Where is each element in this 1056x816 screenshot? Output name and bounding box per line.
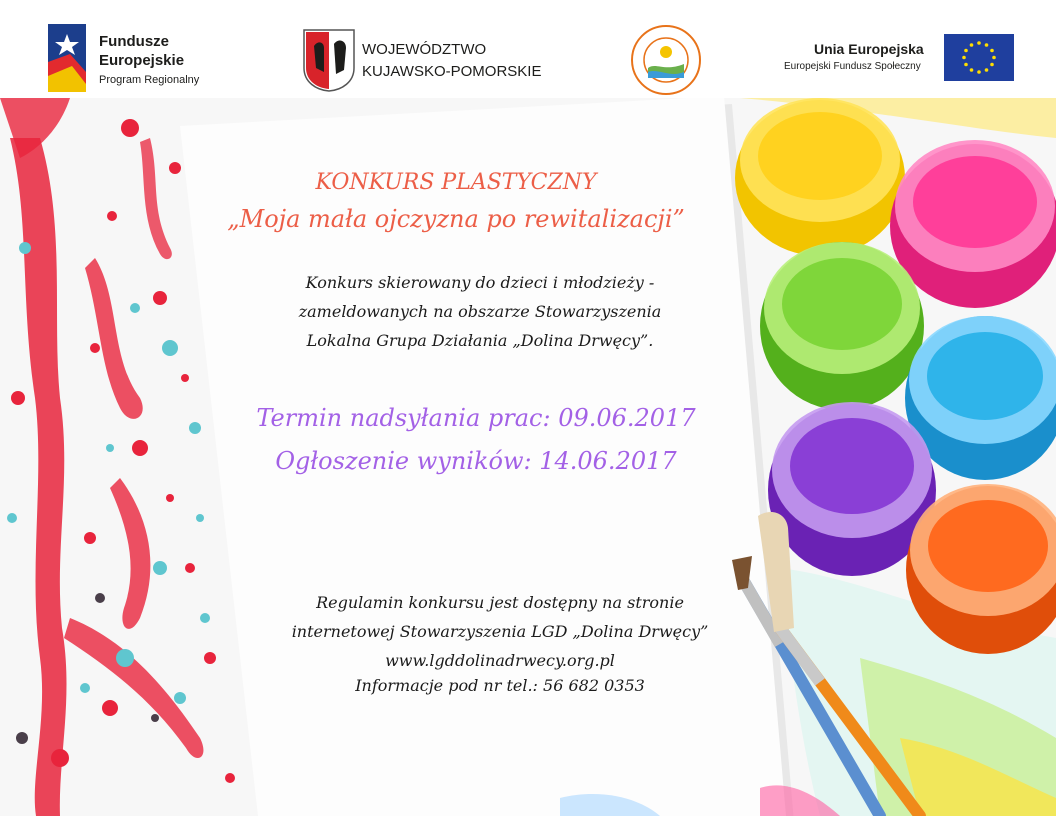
coat-of-arms-icon bbox=[302, 28, 356, 92]
results-announcement-date: Ogłoszenie wyników: 14.06.2017 bbox=[275, 447, 677, 475]
pink-paint-jar bbox=[890, 140, 1056, 308]
description-line: zameldowanych na obszarze Stowarzyszenia bbox=[298, 302, 662, 321]
description-line: Konkurs skierowany do dzieci i młodzieży - bbox=[305, 273, 655, 292]
wojewodztwo-logo bbox=[302, 28, 562, 92]
info-line: Regulamin konkursu jest dostępny na stronie bbox=[316, 593, 684, 612]
contest-subtitle: „Moja mała ojczyzna po rewitalizacji” bbox=[227, 205, 685, 233]
fundusze-name-line2: Europejskie bbox=[99, 52, 185, 69]
ue-fund-name: Europejski Fundusz Społeczny bbox=[784, 61, 921, 72]
eu-flag-icon bbox=[944, 34, 1014, 81]
yellow-paint-jar bbox=[735, 98, 905, 256]
fundusze-name-line1: Fundusze bbox=[99, 33, 169, 50]
wojewodztwo-name-line2: KUJAWSKO-POMORSKIE bbox=[362, 63, 542, 80]
submission-deadline: Termin nadsyłania prac: 09.06.2017 bbox=[256, 404, 696, 432]
info-line: internetowej Stowarzyszenia LGD „Dolina Drwęcy” bbox=[291, 622, 709, 641]
fundusze-subtitle: Program Regionalny bbox=[99, 74, 200, 86]
fundusze-europejskie-logo bbox=[48, 24, 238, 94]
wojewodztwo-name-line1: WOJEWÓDZTWO bbox=[362, 41, 487, 58]
fundusze-europejskie-star-icon bbox=[48, 24, 86, 92]
ue-name: Unia Europejska bbox=[814, 41, 924, 57]
phone-info: Informacje pod nr tel.: 56 682 0353 bbox=[355, 676, 645, 695]
description-line: Lokalna Grupa Działania „Dolina Drwęcy”. bbox=[306, 331, 654, 350]
sponsor-logo-bar bbox=[0, 0, 1056, 98]
contest-title: KONKURS PLASTYCZNY bbox=[315, 170, 597, 195]
unia-europejska-logo bbox=[778, 34, 1018, 84]
lgd-dolina-drwecy-logo bbox=[630, 24, 702, 96]
green-paint-jar bbox=[760, 242, 924, 410]
website-link[interactable]: www.lgddolinadrwecy.org.pl bbox=[385, 651, 615, 670]
